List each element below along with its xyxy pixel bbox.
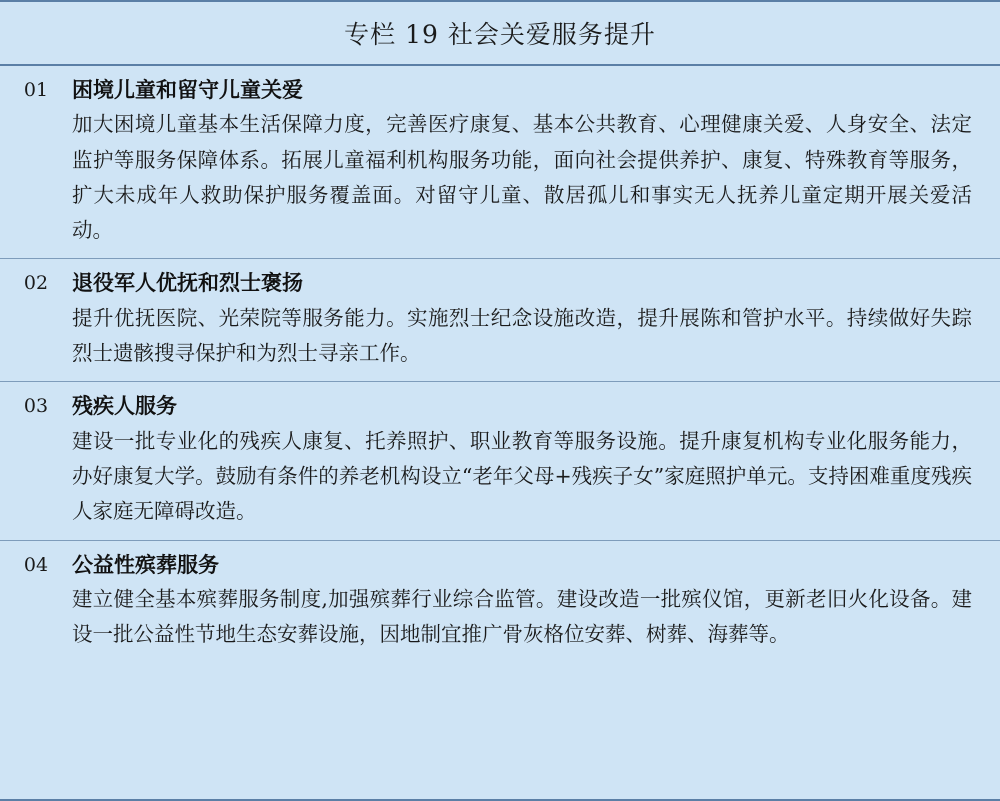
item-body: 建立健全基本殡葬服务制度,加强殡葬行业综合监管。建设改造一批殡仪馆，更新老旧火化设备。建设一批公益性节地生态安葬设施，因地制宜推广骨灰格位安葬、树葬、海葬等。 [72, 587, 972, 647]
item-list [0, 66, 1000, 799]
item-content [72, 391, 1000, 529]
item-heading: 残疾人服务 [72, 393, 177, 419]
list-item [0, 382, 1000, 540]
item-body: 建设一批专业化的残疾人康复、托养照护、职业教育等服务设施。提升康复机构专业化服务能力，办好康复大学。鼓励有条件的养老机构设立“老年父母+残疾子女”家庭照护单元。支持困难重度残疾人家庭无障碍改造。 [72, 428, 972, 524]
item-number: 02 [23, 272, 49, 295]
item-body: 提升优抚医院、光荣院等服务能力。实施烈士纪念设施改造，提升展陈和管护水平。持续做好失踪烈士遗骸搜寻保护和为烈士寻亲工作。 [72, 305, 972, 366]
list-item [0, 66, 1000, 259]
item-content [72, 550, 1000, 653]
item-content [72, 75, 1000, 248]
item-number: 03 [23, 395, 49, 418]
item-content [72, 268, 1000, 371]
item-heading: 公益性殡葬服务 [72, 551, 219, 577]
box-title-bar [0, 2, 1000, 66]
list-item [0, 541, 1000, 663]
item-body: 加大困境儿童基本生活保障力度，完善医疗康复、基本公共教育、心理健康关爱、人身安全、法定监护等服务保障体系。拓展儿童福利机构服务功能，面向社会提供养护、康复、特殊教育等服务，扩大未成年人救助保护服务覆盖面。对留守儿童、散居孤儿和事实无人抚养儿童定期开展关爱活动。 [72, 112, 972, 243]
item-number: 04 [23, 553, 49, 576]
item-number: 01 [23, 79, 49, 101]
item-heading: 困境儿童和留守儿童关爱 [72, 77, 303, 102]
list-item [0, 259, 1000, 382]
item-heading: 退役军人优抚和烈士褒扬 [72, 270, 303, 296]
page-title: 专栏 19 社会关爱服务提升 [344, 20, 656, 49]
